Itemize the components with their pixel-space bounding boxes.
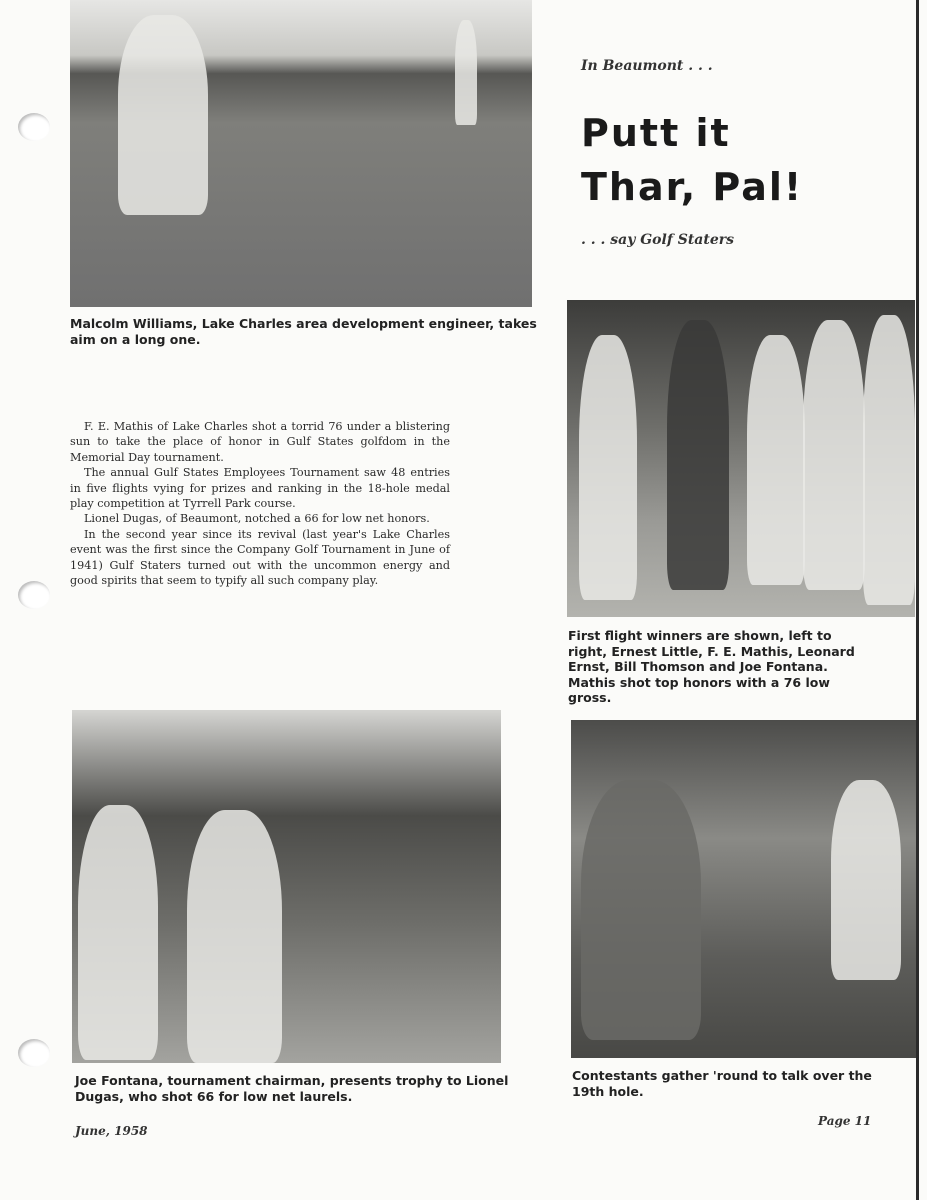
kicker: In Beaumont . . . bbox=[581, 58, 713, 74]
caption-photo2: First flight winners are shown, left to right, Ernest Little, F. E. Mathis, Leonard Ernst, Bill Thomson and Joe Fontana. Mathis shot top honors with a 76 low gross. bbox=[568, 628, 855, 705]
issue-date: June, 1958 bbox=[75, 1124, 148, 1138]
caption-photo1: Malcolm Williams, Lake Charles area development engineer, takes aim on a long one. bbox=[70, 316, 537, 347]
punch-hole bbox=[18, 1039, 50, 1067]
photo-first-flight-winners bbox=[567, 300, 915, 617]
caption-photo4: Contestants gather 'round to talk over the 19th hole. bbox=[572, 1068, 872, 1099]
punch-hole bbox=[18, 581, 50, 609]
caption-photo3: Joe Fontana, tournament chairman, presents trophy to Lionel Dugas, who shot 66 for low net laurels. bbox=[75, 1073, 509, 1104]
page-number: Page 11 bbox=[818, 1114, 872, 1128]
subkicker: . . . say Golf Staters bbox=[581, 232, 734, 248]
photo-contestants-gathered bbox=[571, 720, 916, 1058]
article-paragraph: In the second year since its revival (last year's Lake Charles event was the first since the Company Golf Tournament in June of 1941) Gulf Staters turned out with the uncommon energy and good spirits that seem to typify all such company play. bbox=[70, 527, 450, 588]
article-body bbox=[70, 419, 450, 588]
photo-trophy-presentation bbox=[72, 710, 501, 1063]
title-line-1: Putt it bbox=[581, 111, 731, 155]
photo-golfer-putting bbox=[70, 0, 532, 307]
article-paragraph: Lionel Dugas, of Beaumont, notched a 66 for low net honors. bbox=[84, 512, 430, 526]
article-paragraph: The annual Gulf States Employees Tournament saw 48 entries in five flights vying for prizes and ranking in the 18-hole medal play competition at Tyrrell Park course. bbox=[70, 466, 450, 511]
title-line-2: Thar, Pal! bbox=[581, 165, 804, 209]
page-edge bbox=[916, 0, 919, 1200]
article-paragraph: F. E. Mathis of Lake Charles shot a torrid 76 under a blistering sun to take the place of honor in Gulf States golfdom in the Memorial Day tournament. bbox=[70, 420, 450, 464]
page-title bbox=[581, 106, 803, 214]
punch-hole bbox=[18, 113, 50, 141]
